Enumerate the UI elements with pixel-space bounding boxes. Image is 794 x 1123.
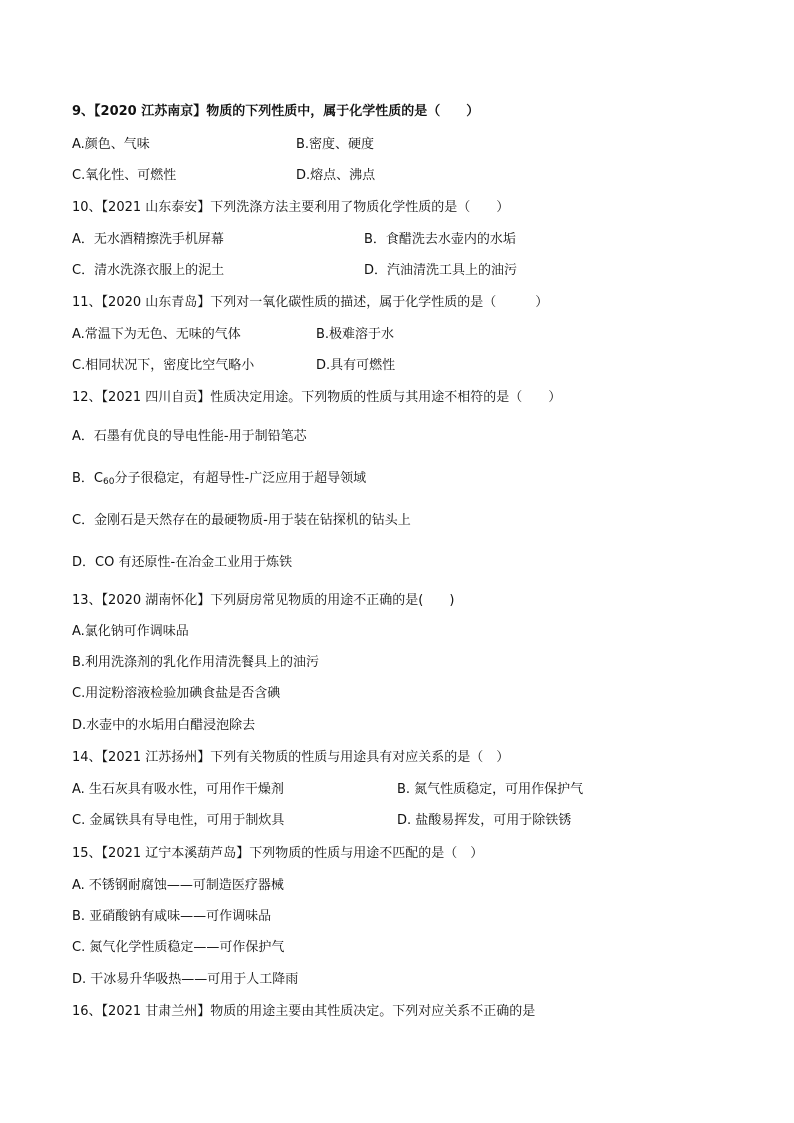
- question-12-option-c: C．金刚石是天然存在的最硬物质-用于装在钻探机的钻头上: [72, 513, 411, 528]
- question-15-title: 15、【2021 辽宁本溪葫芦岛】下列物质的性质与用途不匹配的是（ ）: [72, 846, 484, 861]
- question-15-option-d: D. 干冰易升华吸热——可用于人工降雨: [72, 972, 299, 987]
- question-14-title: 14、【2021 江苏扬州】下列有关物质的性质与用途具有对应关系的是（ ）: [72, 750, 510, 765]
- question-14-option-a: A. 生石灰具有吸水性，可用作干燥剂: [72, 782, 284, 797]
- question-12-option-d: D．CO 有还原性-在冶金工业用于炼铁: [72, 555, 293, 570]
- question-12-title: 12、【2021 四川自贡】性质决定用途。下列物质的性质与其用途不相符的是（ ）: [72, 390, 562, 405]
- question-13-title: 13、【2020 湖南怀化】下列厨房常见物质的用途不正确的是( ): [72, 593, 455, 608]
- question-10-option-b: B．食醋洗去水壶内的水垢: [364, 232, 516, 247]
- question-15-option-a: A. 不锈钢耐腐蚀——可制造医疗器械: [72, 878, 284, 893]
- question-15-option-b: B. 亚硝酸钠有咸味——可作调味品: [72, 909, 272, 924]
- question-12-option-a: A．石墨有优良的导电性能-用于制铅笔芯: [72, 429, 307, 444]
- question-14-option-c: C. 金属铁具有导电性，可用于制炊具: [72, 813, 285, 828]
- question-13-option-c: C.用淀粉溶液检验加碘食盐是否含碘: [72, 686, 281, 701]
- question-9-option-b: B.密度、硬度: [296, 137, 375, 152]
- question-14-option-b: B. 氮气性质稳定，可用作保护气: [397, 782, 584, 797]
- question-9-option-c: C.氧化性、可燃性: [72, 168, 177, 183]
- question-9-title: 9、【2020 江苏南京】物质的下列性质中，属于化学性质的是（ ）: [72, 104, 480, 119]
- question-9-option-a: A.颜色、气味: [72, 137, 150, 152]
- question-11-option-c: C.相同状况下，密度比空气略小: [72, 358, 255, 373]
- question-12-option-b-text: 分子很稳定，有超导性-广泛应用于超导领域: [114, 471, 367, 486]
- question-16-title: 16、【2021 甘肃兰州】物质的用途主要由其性质决定。下列对应关系不正确的是: [72, 1004, 536, 1019]
- question-15-option-c: C. 氮气化学性质稳定——可作保护气: [72, 940, 285, 955]
- question-11-option-a: A.常温下为无色、无味的气体: [72, 327, 241, 342]
- question-12-option-b: [72, 471, 366, 490]
- question-10-title: 10、【2021 山东泰安】下列洗涤方法主要利用了物质化学性质的是（ ）: [72, 200, 510, 215]
- question-10-option-d: D．汽油清洗工具上的油污: [364, 263, 518, 278]
- question-13-option-a: A.氯化钠可作调味品: [72, 624, 189, 639]
- question-12-option-b-subscript: 60: [103, 477, 115, 487]
- question-10-option-a: A．无水酒精擦洗手机屏幕: [72, 232, 224, 247]
- question-10-option-c: C．清水洗涤衣服上的泥土: [72, 263, 225, 278]
- question-11-option-b: B.极难溶于水: [316, 327, 395, 342]
- question-11-title: 11、【2020 山东青岛】下列对一氧化碳性质的描述，属于化学性质的是（ ）: [72, 295, 549, 310]
- question-11-option-d: D.具有可燃性: [316, 358, 396, 373]
- question-12-option-b-prefix: B．C: [72, 471, 103, 486]
- question-13-option-b: B.利用洗涤剂的乳化作用清洗餐具上的油污: [72, 655, 320, 670]
- question-9-option-d: D.熔点、沸点: [296, 168, 376, 183]
- question-14-option-d: D. 盐酸易挥发，可用于除铁锈: [397, 813, 572, 828]
- question-13-option-d: D.水壶中的水垢用白醋浸泡除去: [72, 718, 256, 733]
